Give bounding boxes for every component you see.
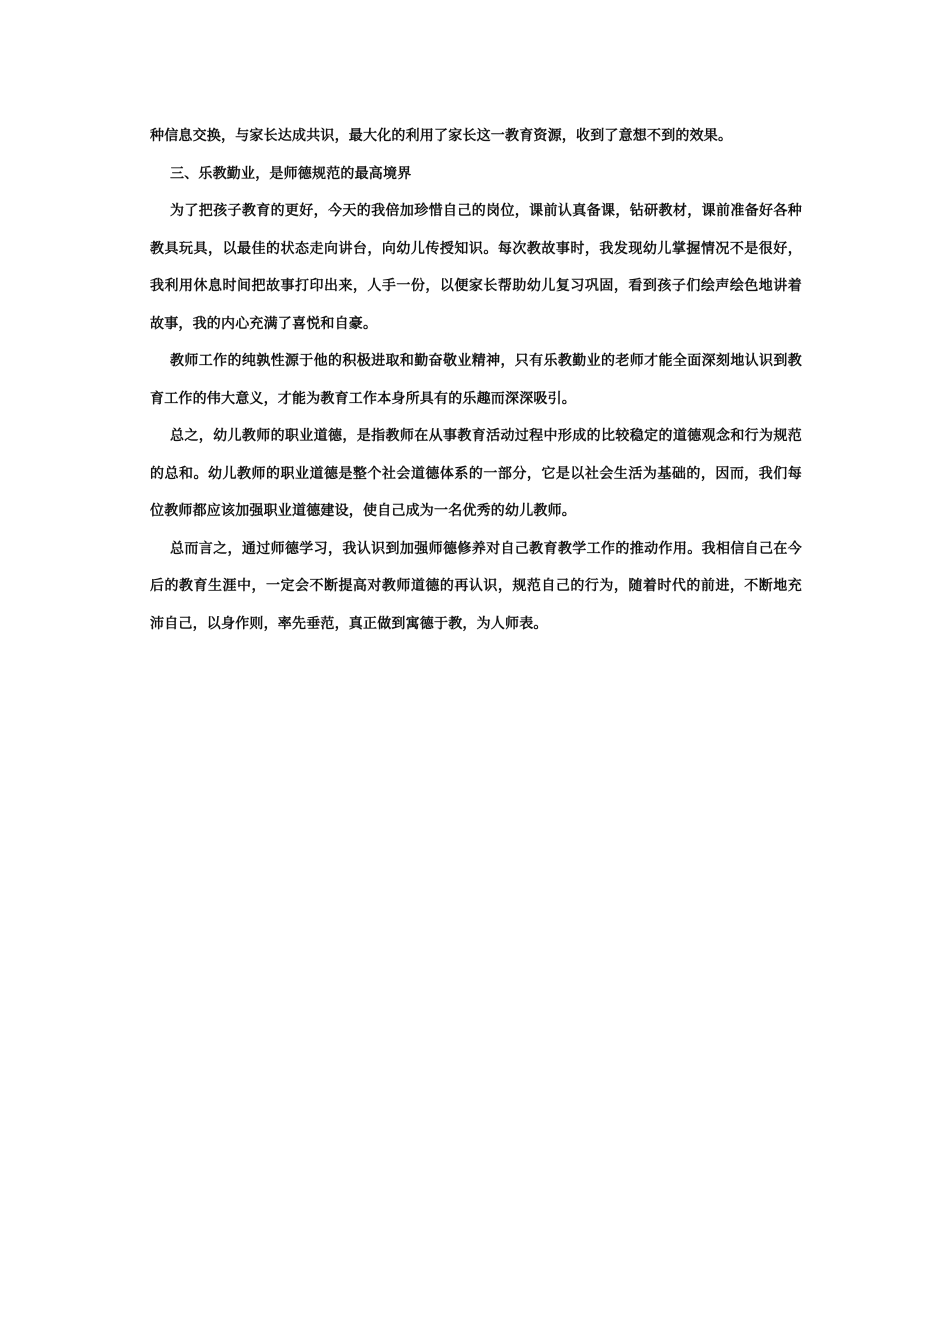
paragraph: 为了把孩子教育的更好，今天的我倍加珍惜自己的岗位，课前认真备课，钻研教材，课前准备好各种教具玩具，以最佳的状态走向讲台，向幼儿传授知识。每次教故事时，我发现幼儿掌握情况不是很好，我利用休息时间把故事打印出来，人手一份，以便家长帮助幼儿复习巩固，看到孩子们绘声绘色地讲着故事，我的内心充满了喜悦和自豪。 (150, 203, 802, 332)
paragraph: 教师工作的纯孰性源于他的积极进取和勤奋敬业精神，只有乐教勤业的老师才能全面深刻地认识到教育工作的伟大意义，才能为教育工作本身所具有的乐趣而深深吸引。 (150, 353, 802, 407)
paragraph: 总而言之，通过师德学习，我认识到加强师德修养对自己教育教学工作的推动作用。我相信自己在今后的教育生涯中，一定会不断提高对教师道德的再认识，规范自己的行为，随着时代的前进，不断地充沛自己，以身作则，率先垂范，真正做到寓德于教，为人师表。 (150, 540, 802, 632)
section-heading: 三、乐教勤业，是师德规范的最高境界 (170, 165, 412, 182)
document-body (150, 118, 802, 643)
paragraph: 总之，幼儿教师的职业道德，是指教师在从事教育活动过程中形成的比较稳定的道德观念和行为规范的总和。幼儿教师的职业道德是整个社会道德体系的一部分，它是以社会生活为基础的，因而，我们每位教师都应该加强职业道德建设，使自己成为一名优秀的幼儿教师。 (150, 428, 802, 519)
paragraph-continuation: 种信息交换，与家长达成共识，最大化的利用了家长这一教育资源，收到了意想不到的效果。 (150, 128, 733, 144)
